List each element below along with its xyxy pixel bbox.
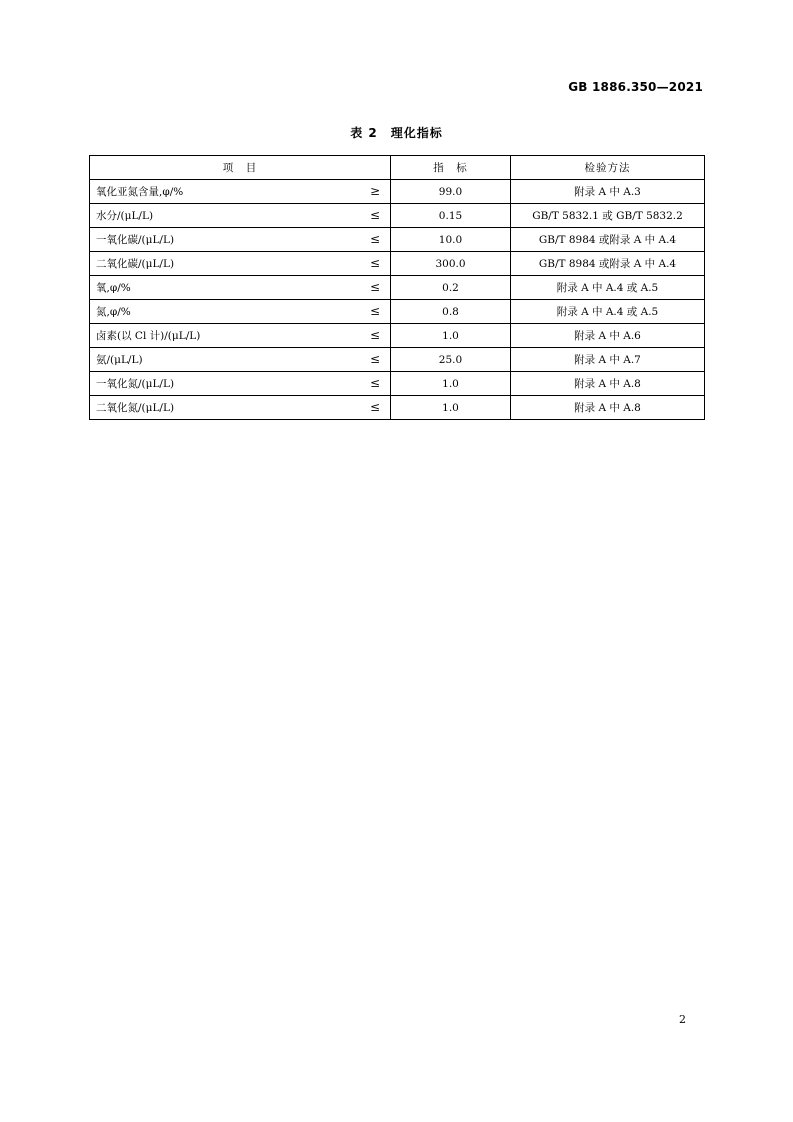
- item-cell: [90, 300, 391, 324]
- index-value: 0.2: [391, 276, 511, 300]
- item-cell: [90, 204, 391, 228]
- table-row: [90, 180, 705, 204]
- item-label: 水分/(μL/L): [96, 210, 154, 222]
- relation-symbol: ≤: [369, 208, 380, 222]
- test-method: 附录 A 中 A.6: [511, 324, 705, 348]
- table-row: [90, 348, 705, 372]
- item-label: 氨/(μL/L): [96, 354, 143, 366]
- index-value: 1.0: [391, 396, 511, 420]
- test-method: GB/T 8984 或附录 A 中 A.4: [511, 228, 705, 252]
- test-method: 附录 A 中 A.4 或 A.5: [511, 300, 705, 324]
- item-cell: [90, 228, 391, 252]
- table-row: [90, 372, 705, 396]
- table-caption: 表 2 理化指标: [350, 126, 443, 140]
- relation-symbol: ≤: [369, 328, 380, 342]
- column-header-index: 指 标: [391, 156, 511, 180]
- item-label: 一氧化碳/(μL/L): [96, 234, 175, 246]
- table-header-row: [90, 156, 705, 180]
- item-cell: [90, 324, 391, 348]
- item-label: 二氧化氮/(μL/L): [96, 402, 175, 414]
- relation-symbol: ≤: [369, 280, 380, 294]
- standard-code: GB 1886.350—2021: [568, 80, 703, 94]
- table-row: [90, 396, 705, 420]
- table-row: [90, 252, 705, 276]
- item-cell: [90, 276, 391, 300]
- table-row: [90, 204, 705, 228]
- relation-symbol: ≤: [369, 304, 380, 318]
- column-header-method: 检验方法: [511, 156, 705, 180]
- item-label: 氮,φ/%: [96, 306, 131, 318]
- relation-symbol: ≤: [369, 232, 380, 246]
- index-value: 10.0: [391, 228, 511, 252]
- relation-symbol: ≥: [369, 184, 380, 198]
- item-label: 氧化亚氮含量,φ/%: [96, 186, 184, 198]
- test-method: 附录 A 中 A.8: [511, 372, 705, 396]
- relation-symbol: ≤: [369, 256, 380, 270]
- test-method: GB/T 8984 或附录 A 中 A.4: [511, 252, 705, 276]
- item-label: 二氧化碳/(μL/L): [96, 258, 175, 270]
- table-row: [90, 228, 705, 252]
- index-value: 1.0: [391, 372, 511, 396]
- test-method: 附录 A 中 A.8: [511, 396, 705, 420]
- table-row: [90, 276, 705, 300]
- index-value: 0.15: [391, 204, 511, 228]
- test-method: 附录 A 中 A.3: [511, 180, 705, 204]
- item-cell: [90, 180, 391, 204]
- page-number: 2: [679, 1013, 686, 1026]
- test-method: GB/T 5832.1 或 GB/T 5832.2: [511, 204, 705, 228]
- relation-symbol: ≤: [369, 400, 380, 414]
- item-label: 氧,φ/%: [96, 282, 131, 294]
- item-label: 一氧化氮/(μL/L): [96, 378, 175, 390]
- test-method: 附录 A 中 A.4 或 A.5: [511, 276, 705, 300]
- table-row: [90, 300, 705, 324]
- relation-symbol: ≤: [369, 376, 380, 390]
- relation-symbol: ≤: [369, 352, 380, 366]
- index-value: 1.0: [391, 324, 511, 348]
- table-row: [90, 324, 705, 348]
- item-label: 卤素(以 Cl 计)/(μL/L): [96, 330, 201, 342]
- test-method: 附录 A 中 A.7: [511, 348, 705, 372]
- column-header-item: 项 目: [90, 156, 391, 180]
- index-value: 0.8: [391, 300, 511, 324]
- physicochemical-spec-table: [89, 155, 705, 420]
- item-cell: [90, 348, 391, 372]
- index-value: 25.0: [391, 348, 511, 372]
- index-value: 99.0: [391, 180, 511, 204]
- item-cell: [90, 372, 391, 396]
- item-cell: [90, 252, 391, 276]
- index-value: 300.0: [391, 252, 511, 276]
- item-cell: [90, 396, 391, 420]
